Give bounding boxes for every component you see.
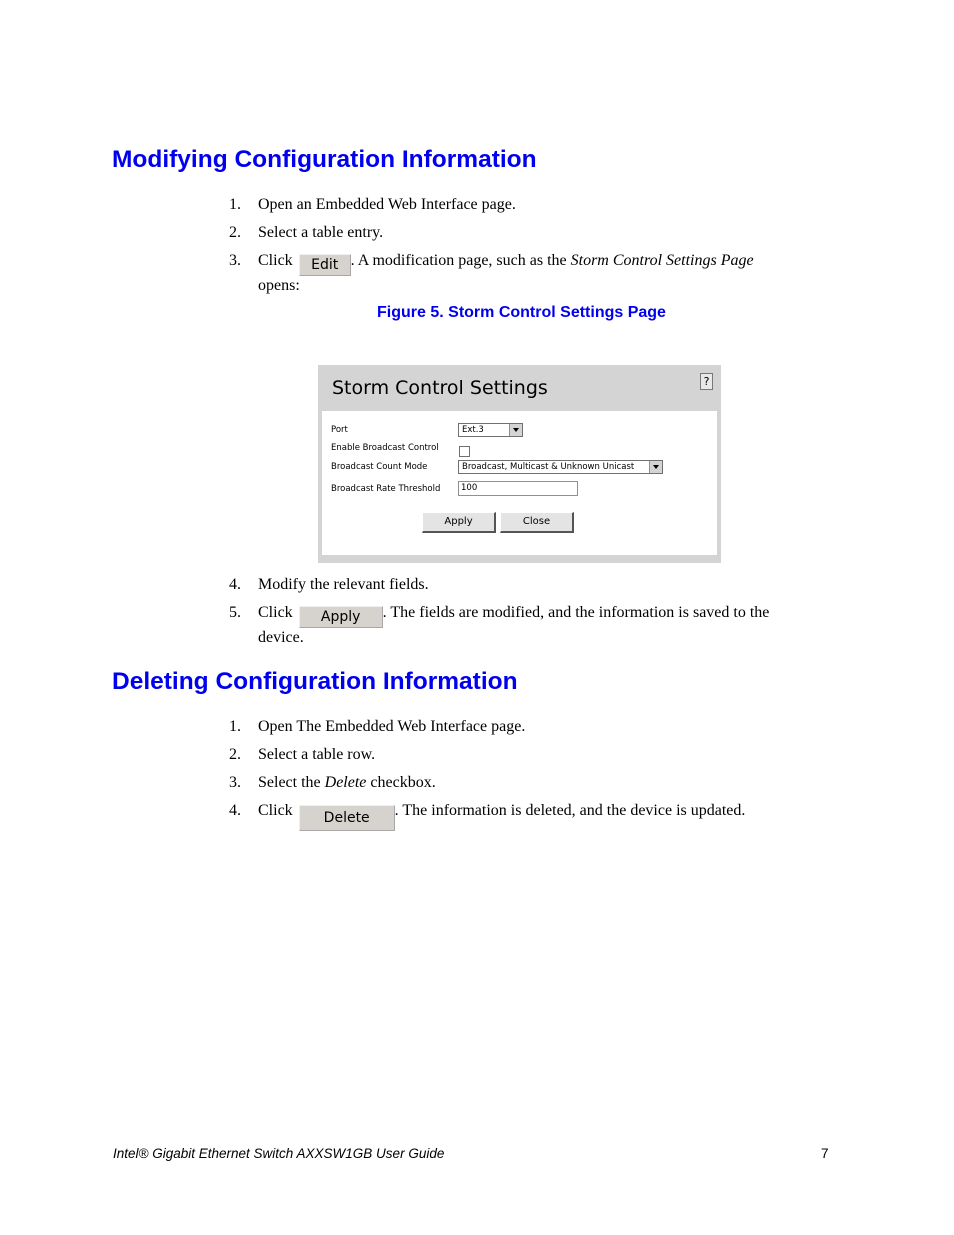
footer-title: Intel® Gigabit Ethernet Switch AXXSW1GB User Guide [113, 1146, 445, 1161]
edit-button-image: Edit [299, 254, 351, 276]
section-heading-deleting: Deleting Configuration Information [112, 668, 518, 695]
close-button[interactable]: Close [500, 512, 574, 533]
delete-button-image: Delete [299, 805, 395, 831]
broadcast-rate-threshold-label: Broadcast Rate Threshold [331, 484, 441, 494]
broadcast-count-mode-select[interactable]: Broadcast, Multicast & Unknown Unicast [458, 460, 663, 474]
chevron-down-icon [509, 424, 522, 436]
port-select[interactable]: Ext.3 [458, 423, 523, 437]
storm-control-dialog [318, 365, 721, 563]
help-button[interactable]: ? [700, 373, 713, 390]
dialog-title: Storm Control Settings [332, 377, 548, 399]
figure-caption: Figure 5. Storm Control Settings Page [377, 304, 666, 321]
apply-button[interactable]: Apply [422, 512, 496, 533]
section-heading-modifying: Modifying Configuration Information [112, 146, 537, 173]
broadcast-count-mode-label: Broadcast Count Mode [331, 462, 428, 472]
port-label: Port [331, 425, 348, 435]
chevron-down-icon [649, 461, 662, 473]
apply-button-image: Apply [299, 606, 383, 628]
dialog-panel [322, 411, 717, 555]
enable-broadcast-checkbox[interactable] [459, 446, 470, 457]
enable-broadcast-label: Enable Broadcast Control [331, 443, 439, 453]
broadcast-rate-threshold-input[interactable]: 100 [458, 481, 578, 496]
page-number: 7 [821, 1146, 829, 1161]
